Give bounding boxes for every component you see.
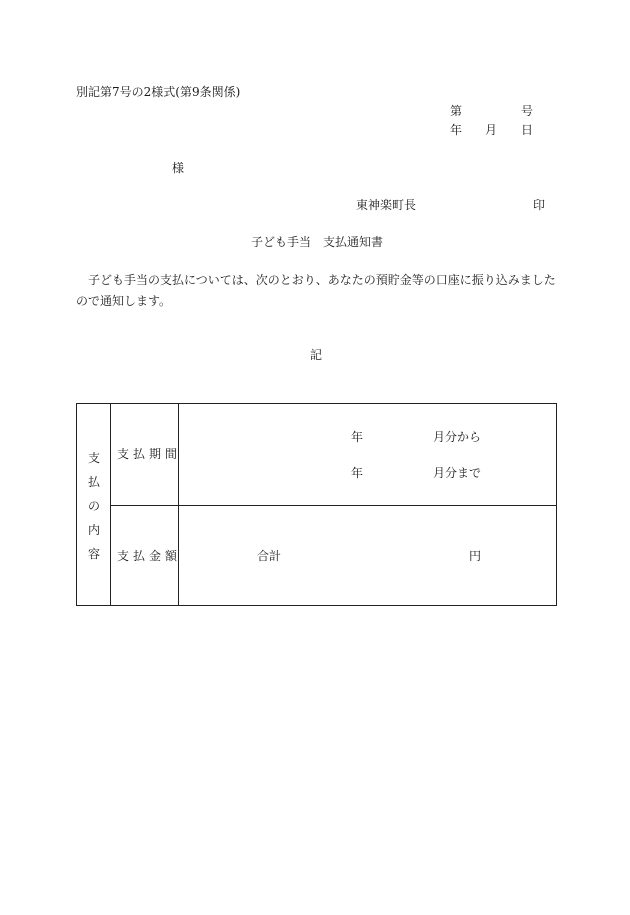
table-divider-row	[110, 505, 556, 506]
body-line-2: ので通知します。	[76, 294, 172, 308]
date-day: 日	[521, 123, 534, 137]
period-to-year: 年	[351, 466, 364, 480]
date-year: 年	[450, 123, 463, 137]
addressee-suffix: 様	[172, 161, 185, 175]
date-month: 月	[485, 123, 498, 137]
period-from-month: 月分から	[433, 430, 482, 444]
body-line-1: 子ども手当の支払については、次のとおり、あなたの預貯金等の口座に振り込みました	[88, 273, 556, 287]
amount-label: 支払金額	[117, 549, 182, 563]
payment-table	[76, 403, 557, 606]
number-prefix: 第	[450, 104, 463, 118]
form-reference: 別記第7号の2様式(第9条関係)	[76, 85, 241, 99]
period-label: 支払期間	[117, 447, 182, 461]
section-label-char: 内	[87, 523, 100, 537]
issuer-name: 東神楽町長	[356, 198, 417, 212]
amount-total-label: 合計	[257, 549, 282, 563]
period-from-year: 年	[351, 430, 364, 444]
section-label-char: 容	[87, 547, 100, 561]
number-suffix: 号	[521, 104, 534, 118]
seal-mark: 印	[533, 198, 546, 212]
note-heading: 記	[310, 348, 323, 362]
period-to-month: 月分まで	[433, 466, 482, 480]
section-label-char: の	[87, 499, 100, 513]
section-label-char: 支	[87, 451, 100, 465]
document-title: 子ども手当 支払通知書	[251, 235, 384, 249]
amount-unit: 円	[469, 549, 482, 563]
section-label-char: 払	[87, 475, 100, 489]
